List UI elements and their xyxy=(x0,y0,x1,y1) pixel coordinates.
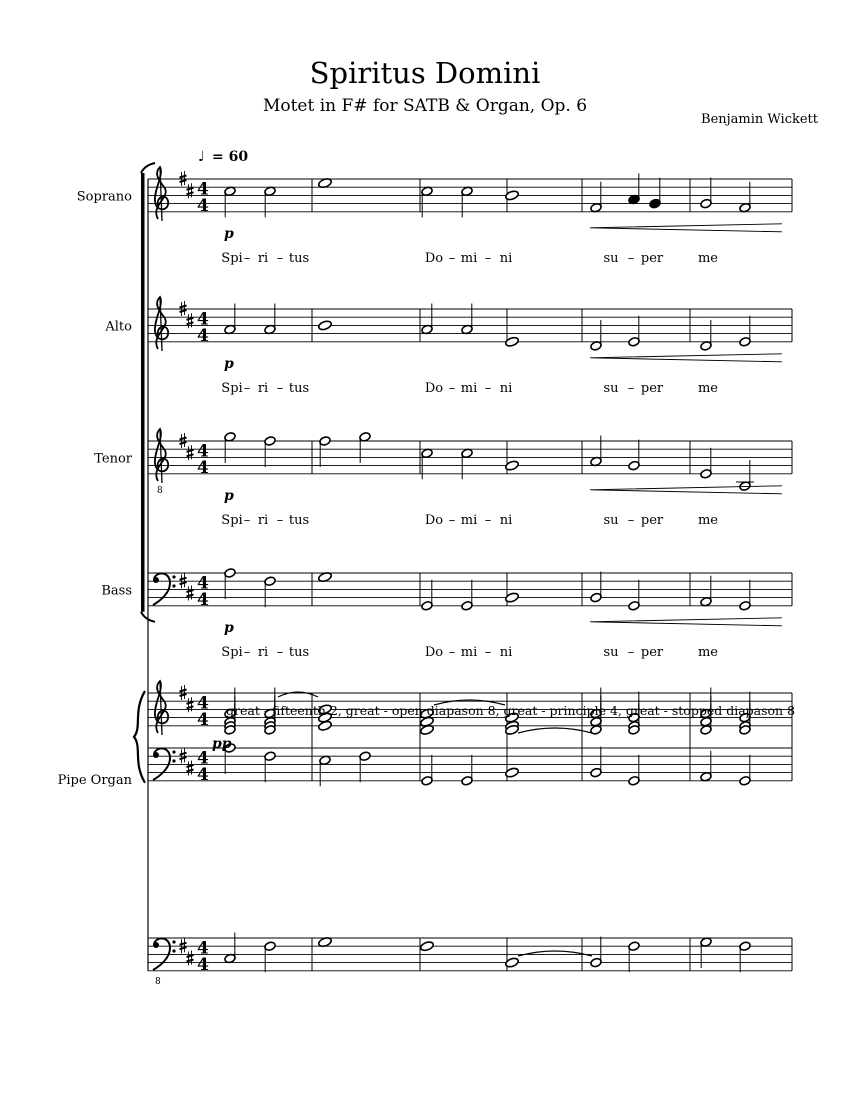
half-note xyxy=(739,580,751,611)
lyric-hyphen: – xyxy=(484,512,492,528)
sharp-sign xyxy=(180,938,187,953)
svg-text:8: 8 xyxy=(155,977,161,987)
half-note xyxy=(359,751,371,782)
half-note xyxy=(224,933,236,964)
lyric-hyphen: – xyxy=(448,512,456,528)
tempo-marking: = 60 xyxy=(212,149,249,165)
staff-name-alto: Alto xyxy=(105,319,132,335)
staff-name-tenor: Tenor xyxy=(94,451,132,467)
time-signature-top: 4 xyxy=(197,179,209,200)
lyric-syllable: ri xyxy=(257,380,269,396)
half-note xyxy=(421,755,433,786)
half-note xyxy=(700,937,712,968)
half-note xyxy=(590,747,602,778)
half-note xyxy=(700,448,712,479)
half-note xyxy=(628,580,640,611)
time-signature-bottom: 4 xyxy=(197,709,209,730)
decrescendo-hairpin xyxy=(590,354,782,362)
lyric-hyphen: – xyxy=(484,380,492,396)
lyric-syllable: Do xyxy=(424,644,444,660)
lyric-hyphen: – xyxy=(243,380,251,396)
tempo-note-icon: ♩ xyxy=(198,149,205,165)
half-note xyxy=(461,304,473,335)
treble-clef xyxy=(155,681,168,735)
half-note xyxy=(700,576,712,607)
half-note xyxy=(461,580,473,611)
lyric-syllable: Spi xyxy=(221,250,243,266)
lyric-syllable: Spi xyxy=(221,644,243,660)
time-signature-top: 4 xyxy=(197,748,209,769)
sharp-sign xyxy=(187,313,194,328)
lyric-syllable: me xyxy=(697,512,719,528)
whole-note xyxy=(420,941,435,952)
lyric-syllable: mi xyxy=(460,250,478,266)
sharp-sign xyxy=(180,301,187,316)
half-note xyxy=(319,755,331,786)
lyric-hyphen: – xyxy=(276,250,284,266)
time-signature-bottom: 4 xyxy=(197,954,209,975)
time-signatures xyxy=(197,179,209,974)
half-note xyxy=(628,755,640,786)
half-note xyxy=(264,941,276,972)
half-note xyxy=(739,941,751,972)
sharp-sign xyxy=(187,183,194,198)
lyric-hyphen: – xyxy=(627,644,635,660)
time-signature-bottom: 4 xyxy=(197,195,209,216)
quarter-note xyxy=(649,178,661,209)
lyric-syllable: Do xyxy=(424,380,444,396)
sharp-sign xyxy=(187,586,194,601)
lyric-syllable: mi xyxy=(460,644,478,660)
decrescendo-hairpin xyxy=(590,224,782,232)
half-note xyxy=(739,755,751,786)
half-note xyxy=(590,320,602,351)
decrescendo-hairpins xyxy=(590,224,782,626)
tie xyxy=(518,728,592,733)
lyric-syllable: ni xyxy=(499,250,513,266)
composer-name: Benjamin Wickett xyxy=(701,112,818,127)
lyric-syllable: me xyxy=(697,644,719,660)
decrescendo-hairpin xyxy=(590,486,782,494)
half-note xyxy=(739,182,751,213)
lyric-syllable: per xyxy=(640,644,664,660)
lyric-syllable: mi xyxy=(460,380,478,396)
lyric-syllable: ni xyxy=(499,644,513,660)
lyric-syllable: ni xyxy=(499,380,513,396)
lyric-hyphen: – xyxy=(627,512,635,528)
dynamic-organ: pp xyxy=(212,735,232,752)
lyric-hyphen: – xyxy=(484,250,492,266)
lyric-syllable: ri xyxy=(257,250,269,266)
time-signature-top: 4 xyxy=(197,441,209,462)
dynamic-soprano: p xyxy=(224,225,234,242)
lyric-hyphen: – xyxy=(448,644,456,660)
score-title: Spiritus Domini xyxy=(309,56,541,90)
system-brackets xyxy=(134,163,155,783)
barlines xyxy=(148,179,792,971)
lyric-syllable: per xyxy=(640,380,664,396)
half-note xyxy=(264,436,276,467)
lyric-syllable: tus xyxy=(288,380,310,396)
tie xyxy=(518,951,592,956)
lyric-hyphen: – xyxy=(276,380,284,396)
lyric-syllable: ni xyxy=(499,512,513,528)
lyric-hyphen: – xyxy=(627,250,635,266)
clefs xyxy=(153,167,176,987)
half-note xyxy=(628,316,640,347)
score-subtitle: Motet in F# for SATB & Organ, Op. 6 xyxy=(262,96,588,116)
lyric-syllable: Spi xyxy=(221,380,243,396)
lyric-syllable: tus xyxy=(288,250,310,266)
half-note xyxy=(590,182,602,213)
half-note xyxy=(700,178,712,209)
half-note xyxy=(264,751,276,782)
sharp-sign xyxy=(180,748,187,763)
time-signature-top: 4 xyxy=(197,938,209,959)
dynamic-alto: p xyxy=(224,355,234,372)
lyric-hyphen: – xyxy=(484,644,492,660)
half-note xyxy=(461,755,473,786)
half-note xyxy=(421,448,433,479)
lyric-hyphen: – xyxy=(448,250,456,266)
half-note xyxy=(628,440,640,471)
lyric-syllable: ri xyxy=(257,644,269,660)
choir-bracket xyxy=(141,173,145,612)
time-signature-bottom: 4 xyxy=(197,589,209,610)
half-note xyxy=(224,186,236,217)
staff-lines xyxy=(148,179,792,971)
lyric-syllable: tus xyxy=(288,512,310,528)
lyric-syllable: tus xyxy=(288,644,310,660)
half-note xyxy=(359,432,371,463)
half-note xyxy=(590,436,602,467)
bracket-top-hook xyxy=(141,163,155,173)
half-note xyxy=(224,568,236,599)
time-signature-bottom: 4 xyxy=(197,764,209,785)
half-note xyxy=(264,186,276,217)
lyric-syllable: per xyxy=(640,512,664,528)
quarter-note xyxy=(628,174,640,205)
half-note xyxy=(700,751,712,782)
sharp-sign xyxy=(180,685,187,700)
staff-name-soprano: Soprano xyxy=(76,189,132,205)
lyric-hyphen: – xyxy=(276,644,284,660)
sharp-sign xyxy=(180,171,187,186)
key-signatures xyxy=(180,171,194,966)
time-signature-bottom: 4 xyxy=(197,325,209,346)
lyric-syllable: Spi xyxy=(221,512,243,528)
dynamic-bass: p xyxy=(224,619,234,636)
staff-name-organ: Pipe Organ xyxy=(57,773,132,788)
half-note xyxy=(264,576,276,607)
half-note xyxy=(739,316,751,347)
lyric-syllable: Do xyxy=(424,250,444,266)
half-note xyxy=(421,580,433,611)
lyric-syllable: su xyxy=(603,380,619,396)
half-note xyxy=(461,186,473,217)
sharp-sign xyxy=(187,951,194,966)
lyric-syllable: me xyxy=(697,250,719,266)
sharp-sign xyxy=(180,433,187,448)
treble-clef xyxy=(155,297,168,351)
organ-brace xyxy=(134,691,145,783)
half-note xyxy=(421,304,433,335)
sharp-sign xyxy=(187,697,194,712)
whole-note xyxy=(318,320,333,331)
lyric-hyphen: – xyxy=(276,512,284,528)
lyric-hyphen: – xyxy=(243,250,251,266)
time-signature-top: 4 xyxy=(197,693,209,714)
time-signature-bottom: 4 xyxy=(197,457,209,478)
treble-clef xyxy=(155,429,168,496)
lyric-syllable: su xyxy=(603,250,619,266)
half-note xyxy=(224,304,236,335)
half-note xyxy=(590,572,602,603)
treble-clef xyxy=(155,167,168,221)
lyric-hyphen: – xyxy=(243,644,251,660)
sharp-sign xyxy=(180,573,187,588)
time-signature-top: 4 xyxy=(197,573,209,594)
half-note xyxy=(628,941,640,972)
half-note xyxy=(224,432,236,463)
lyric-syllable: ri xyxy=(257,512,269,528)
lyric-syllable: su xyxy=(603,644,619,660)
decrescendo-hairpin xyxy=(590,618,782,626)
lyric-syllable: su xyxy=(603,512,619,528)
lyric-hyphen: – xyxy=(448,380,456,396)
lyric-syllable: per xyxy=(640,250,664,266)
lyric-syllable: Do xyxy=(424,512,444,528)
half-note xyxy=(421,186,433,217)
organ-registration: great - fifteenth 2, great - open diapason 8, great - principle 4, great - stopped diapason 8 xyxy=(226,703,796,718)
half-note xyxy=(590,937,602,968)
lyric-syllable: me xyxy=(697,380,719,396)
sharp-sign xyxy=(187,761,194,776)
half-note xyxy=(461,448,473,479)
lyric-hyphen: – xyxy=(243,512,251,528)
half-note xyxy=(319,436,331,467)
sharp-sign xyxy=(187,445,194,460)
lyric-hyphen: – xyxy=(627,380,635,396)
dynamic-tenor: p xyxy=(224,487,234,504)
time-signature-top: 4 xyxy=(197,309,209,330)
svg-text:8: 8 xyxy=(157,486,163,496)
staff-name-bass: Bass xyxy=(101,583,132,599)
lyric-syllable: mi xyxy=(460,512,478,528)
half-note xyxy=(264,304,276,335)
half-note xyxy=(700,320,712,351)
